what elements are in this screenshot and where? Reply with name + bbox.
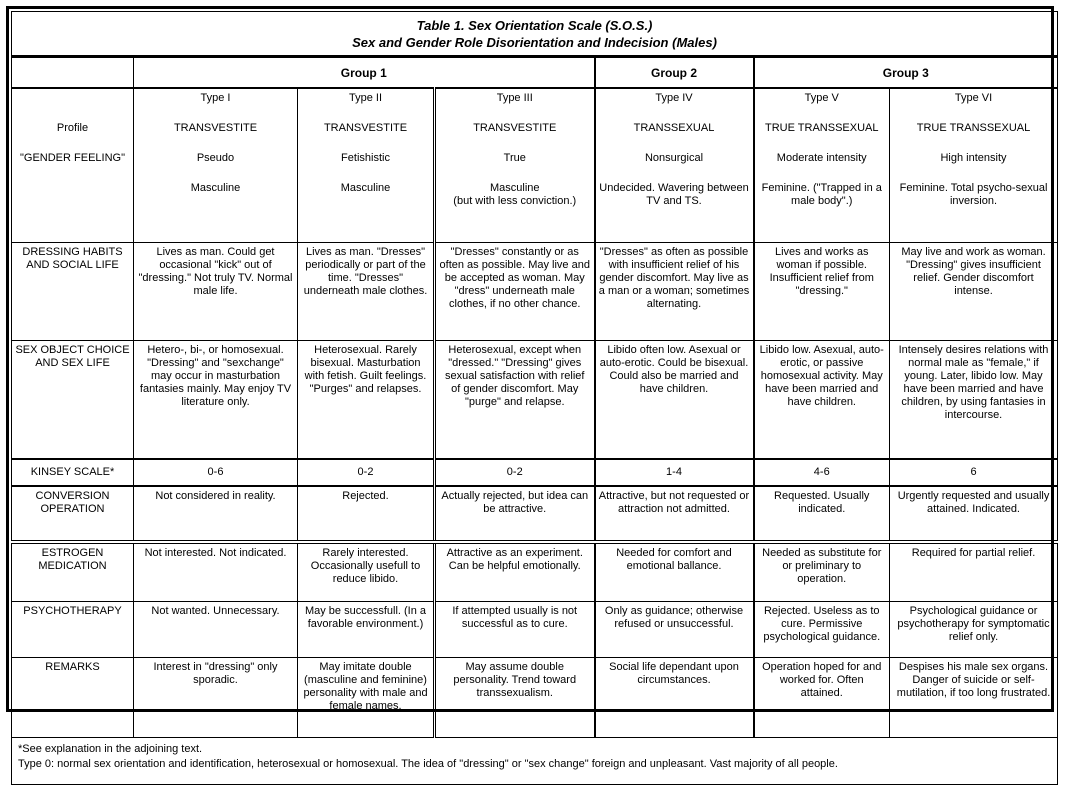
type-category: TRUE TRANSSEXUAL bbox=[765, 122, 879, 134]
table-cell: Not wanted. Unnecessary. bbox=[134, 602, 298, 658]
table-cell: Heterosexual, except when "dressed." "Dressing" gives sexual satisfaction with relief of gender discomfort. May "purge" and relapse. bbox=[435, 341, 595, 460]
type-feeling-cont: (but with less conviction.) bbox=[453, 195, 577, 207]
type-category: TRUE TRANSSEXUAL bbox=[916, 122, 1031, 134]
table-cell: 6 bbox=[890, 459, 1058, 486]
row-label-remarks: REMARKS bbox=[12, 658, 134, 738]
table-cell: Only as guidance; otherwise refused or unsuccessful. bbox=[595, 602, 754, 658]
table-cell: Rarely interested. Occasionally usefull to reduce libido. bbox=[298, 542, 435, 602]
table-cell: Needed for comfort and emotional ballance. bbox=[595, 542, 754, 602]
type-feeling: Feminine. Total psycho-sexual inversion. bbox=[899, 182, 1048, 207]
kinsey-scale-row bbox=[12, 459, 1058, 486]
table-cell: 1-4 bbox=[595, 459, 754, 486]
table-title bbox=[12, 12, 1058, 57]
type-variant: Nonsurgical bbox=[644, 152, 704, 164]
type-name: Type I bbox=[200, 92, 231, 104]
title-row bbox=[12, 12, 1058, 57]
estrogen-medication-row bbox=[12, 542, 1058, 602]
profile-label: Profile bbox=[56, 122, 89, 134]
type-feeling: Masculine bbox=[340, 182, 391, 194]
profile-cell-type-iv bbox=[595, 88, 754, 243]
type-name: Type III bbox=[496, 92, 533, 104]
table-cell: Attractive, but not requested or attraction not admitted. bbox=[595, 486, 754, 542]
conversion-operation-row bbox=[12, 486, 1058, 542]
type-feeling: Masculine bbox=[489, 182, 540, 194]
profile-cell-type-iii bbox=[435, 88, 595, 243]
table-cell: Operation hoped for and worked for. Often attained. bbox=[754, 658, 890, 738]
row-label-sex-object-choice: SEX OBJECT CHOICE AND SEX LIFE bbox=[12, 341, 134, 460]
type-variant: High intensity bbox=[940, 152, 1007, 164]
type-feeling: Masculine bbox=[190, 182, 241, 194]
profile-cell-type-i bbox=[134, 88, 298, 243]
table-cell: 4-6 bbox=[754, 459, 890, 486]
empty-corner-cell bbox=[12, 57, 134, 89]
table-cell: "Dresses" as often as possible with insufficient relief of his gender discomfort. May live as a man or a woman; sometimes alternating. bbox=[595, 243, 754, 341]
table-cell: Psychological guidance or psychotherapy for symptomatic relief only. bbox=[890, 602, 1058, 658]
table-cell: Libido often low. Asexual or auto-erotic. Could be bisexual. Could also be married and have children. bbox=[595, 341, 754, 460]
table-cell: Required for partial relief. bbox=[890, 542, 1058, 602]
gender-feeling-label: "GENDER FEELING" bbox=[20, 152, 125, 164]
table-cell: May assume double personality. Trend toward transsexualism. bbox=[435, 658, 595, 738]
type-variant: Fetishistic bbox=[341, 152, 390, 164]
row-label-profile bbox=[12, 88, 134, 243]
table-cell: Despises his male sex organs. Danger of suicide or self-mutilation, if too long frustrated. bbox=[890, 658, 1058, 738]
table-cell: Attractive as an experiment. Can be helpful emotionally. bbox=[435, 542, 595, 602]
title-line1: Table 1. Sex Orientation Scale (S.O.S.) bbox=[416, 18, 653, 33]
table-cell: May live and work as woman. "Dressing" gives insufficient relief. Gender discomfort intense. bbox=[890, 243, 1058, 341]
table-cell: Lives and works as woman if possible. Insufficient relief from "dressing." bbox=[754, 243, 890, 341]
type-variant: Moderate intensity bbox=[776, 152, 867, 164]
group2-header: Group 2 bbox=[595, 57, 754, 89]
table-cell: May imitate double (masculine and feminine) personality with male and female names. bbox=[298, 658, 435, 738]
footnote-type-0: Type 0: normal sex orientation and identification, heterosexual or homosexual. The idea of "dressing" or "sex change" foreign and unpleasant. Vast majority of all people. bbox=[18, 758, 838, 770]
type-feeling: Feminine. ("Trapped in a male body".) bbox=[761, 182, 882, 207]
type-name: Type IV bbox=[655, 92, 693, 104]
table-cell: Hetero-, bi-, or homosexual. "Dressing" and "sexchange" may occur in masturbation fantasies mainly. May enjoy TV literature only. bbox=[134, 341, 298, 460]
table-cell: Heterosexual. Rarely bisexual. Masturbation with fetish. Guilt feelings. "Purges" and relapses. bbox=[298, 341, 435, 460]
row-label-kinsey-scale: KINSEY SCALE* bbox=[12, 459, 134, 486]
footnotes bbox=[12, 738, 1058, 785]
group-header-row bbox=[12, 57, 1058, 89]
row-label-estrogen-medication: ESTROGEN MEDICATION bbox=[12, 542, 134, 602]
table-cell: Social life dependant upon circumstances. bbox=[595, 658, 754, 738]
footnote-see-explanation: *See explanation in the adjoining text. bbox=[18, 743, 203, 755]
row-label-conversion-operation: CONVERSION OPERATION bbox=[12, 486, 134, 542]
table-cell: If attempted usually is not successful as to cure. bbox=[435, 602, 595, 658]
table-cell: Interest in "dressing" only sporadic. bbox=[134, 658, 298, 738]
profile-cell-type-ii bbox=[298, 88, 435, 243]
psychotherapy-row bbox=[12, 602, 1058, 658]
table-cell: Not considered in reality. bbox=[134, 486, 298, 542]
table-cell: "Dresses" constantly or as often as possible. May live and be accepted as woman. May "dress" underneath male clothes, if no other chance. bbox=[435, 243, 595, 341]
row-label-dressing-habits: DRESSING HABITS AND SOCIAL LIFE bbox=[12, 243, 134, 341]
sex-object-choice-row bbox=[12, 341, 1058, 460]
table-cell: May be successfull. (In a favorable environment.) bbox=[298, 602, 435, 658]
type-category: TRANSVESTITE bbox=[323, 122, 408, 134]
profile-row bbox=[12, 88, 1058, 243]
group1-header: Group 1 bbox=[134, 57, 595, 89]
table-cell: 0-2 bbox=[298, 459, 435, 486]
type-name: Type V bbox=[804, 92, 839, 104]
group3-header: Group 3 bbox=[754, 57, 1058, 89]
remarks-row bbox=[12, 658, 1058, 738]
sos-table bbox=[11, 11, 1058, 785]
table-cell: 0-6 bbox=[134, 459, 298, 486]
dressing-habits-row bbox=[12, 243, 1058, 341]
profile-cell-type-v bbox=[754, 88, 890, 243]
type-category: TRANSVESTITE bbox=[473, 122, 557, 134]
table-cell: Not interested. Not indicated. bbox=[134, 542, 298, 602]
table-cell: Lives as man. "Dresses" periodically or part of the time. "Dresses" underneath male clothes. bbox=[298, 243, 435, 341]
table-cell: Urgently requested and usually attained. Indicated. bbox=[890, 486, 1058, 542]
table-cell: Libido low. Asexual, auto-erotic, or passive homosexual activity. May have been married and have children. bbox=[754, 341, 890, 460]
row-label-psychotherapy: PSYCHOTHERAPY bbox=[12, 602, 134, 658]
footnote-row bbox=[12, 738, 1058, 785]
table-cell: Requested. Usually indicated. bbox=[754, 486, 890, 542]
table-cell: Needed as substitute for or preliminary to operation. bbox=[754, 542, 890, 602]
table-cell: Lives as man. Could get occasional "kick" out of "dressing." Not truly TV. Normal male life. bbox=[134, 243, 298, 341]
table-cell: Intensely desires relations with normal male as "female," if young. Later, libido low. May have been married and have children, by using fantasies in intercourse. bbox=[890, 341, 1058, 460]
title-line2: Sex and Gender Role Disorientation and Indecision (Males) bbox=[352, 35, 717, 50]
table-cell: 0-2 bbox=[435, 459, 595, 486]
table-cell: Rejected. Useless as to cure. Permissive psychological guidance. bbox=[754, 602, 890, 658]
type-feeling: Undecided. Wavering between TV and TS. bbox=[599, 182, 749, 207]
type-category: TRANSSEXUAL bbox=[633, 122, 715, 134]
type-name: Type II bbox=[348, 92, 383, 104]
type-category: TRANSVESTITE bbox=[173, 122, 258, 134]
table-cell: Rejected. bbox=[298, 486, 435, 542]
type-variant: Pseudo bbox=[196, 152, 235, 164]
page-frame bbox=[6, 6, 1054, 770]
type-variant: True bbox=[503, 152, 526, 164]
profile-cell-type-vi bbox=[890, 88, 1058, 243]
type-name: Type VI bbox=[954, 92, 993, 104]
table-cell: Actually rejected, but idea can be attractive. bbox=[435, 486, 595, 542]
